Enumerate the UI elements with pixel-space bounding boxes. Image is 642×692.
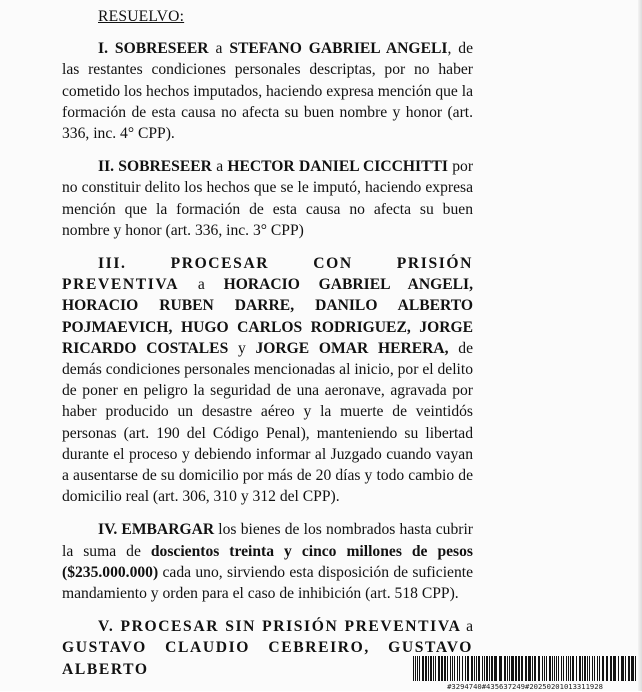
- barcode-bar: [447, 656, 448, 681]
- barcode-bar: [422, 656, 424, 681]
- barcode-bar: [582, 656, 583, 681]
- barcode-image: [412, 656, 638, 681]
- p4-lead: IV. EMBARGAR: [98, 521, 215, 539]
- barcode-bar: [597, 656, 598, 681]
- p3-a: a: [179, 276, 224, 294]
- barcode-bar: [589, 656, 590, 681]
- barcode-bar: [419, 656, 420, 681]
- barcode-bar: [462, 656, 463, 681]
- barcode-bar: [572, 656, 574, 681]
- barcode-bar: [544, 656, 545, 681]
- p2-rest: por no constituir delito los hechos que se le imputó, haciendo expresa mención que la formación de esta causa no afecta su buen nombre y honor (art. 336, inc. 3° CPP): [62, 158, 474, 239]
- barcode-bar: [413, 656, 414, 681]
- barcode-bar: [599, 656, 600, 681]
- barcode-bar: [628, 656, 630, 681]
- barcode-bar: [606, 656, 608, 681]
- barcode-bar: [561, 656, 562, 681]
- barcode-bar: [438, 656, 440, 681]
- barcode-bar: [507, 656, 508, 681]
- barcode-bar: [618, 656, 619, 681]
- barcode-bar: [631, 656, 634, 681]
- barcode-bar: [430, 656, 432, 681]
- barcode-bar: [494, 656, 497, 681]
- barcode-bar: [450, 656, 451, 681]
- barcode-bar: [444, 656, 446, 681]
- barcode-bar: [568, 656, 569, 681]
- barcode-bar: [552, 656, 553, 681]
- barcode-bar: [521, 656, 523, 681]
- barcode-bar: [525, 656, 527, 681]
- barcode-bar: [441, 656, 443, 681]
- barcode-bar: [467, 656, 469, 681]
- document-body: [62, 6, 473, 692]
- p2-lead: II. SOBRESEER: [98, 158, 212, 176]
- barcode-bar: [566, 656, 567, 681]
- barcode-bar: [428, 656, 429, 681]
- barcode-bar: [489, 656, 490, 681]
- p1-a: a: [208, 40, 230, 58]
- barcode-bar: [528, 656, 531, 681]
- barcode-bar: [415, 656, 416, 681]
- barcode-bar: [534, 656, 536, 681]
- p2-a: a: [211, 158, 228, 176]
- barcode-bar: [478, 656, 480, 681]
- barcode-bar: [635, 656, 636, 681]
- barcode-number: #3294740#435637249#20250201013311928: [447, 682, 603, 691]
- barcode-bar: [509, 656, 510, 681]
- p3-y: y: [228, 339, 256, 357]
- barcode-bar: [515, 656, 517, 681]
- barcode-bar: [465, 656, 466, 681]
- barcode-bar: [435, 656, 436, 681]
- barcode-bar: [457, 656, 458, 681]
- barcode-bar: [491, 656, 493, 681]
- p1-name: STEFANO GABRIEL ANGELI: [229, 40, 448, 58]
- barcode-bar: [602, 656, 604, 681]
- p2-name: HECTOR DANIEL CICCHITTI: [227, 158, 448, 176]
- barcode-bar: [542, 656, 543, 681]
- barcode-bar: [532, 656, 533, 681]
- barcode-bar: [613, 656, 616, 681]
- paragraph-2: [62, 156, 473, 241]
- barcode-bar: [563, 656, 564, 681]
- barcode-bar: [433, 656, 434, 681]
- barcode-bar: [504, 656, 506, 681]
- barcode-bar: [554, 656, 555, 681]
- barcode-bar: [511, 656, 514, 681]
- barcode-bar: [621, 656, 624, 681]
- p5-names: GUSTAVO CLAUDIO CEBREIRO, GUSTAVO ALBERTO: [62, 639, 473, 678]
- p4-text: los bienes de los nombrados hasta cubrir la suma de: [62, 521, 473, 560]
- barcode-bar: [452, 656, 453, 681]
- barcode-bar: [594, 656, 595, 681]
- barcode-bars: [412, 656, 638, 681]
- p5-lead: V. PROCESAR SIN PRISIÓN PREVENTIVA: [98, 618, 462, 636]
- barcode-bar: [546, 656, 547, 681]
- barcode-bar: [576, 656, 577, 681]
- barcode-bar: [484, 656, 485, 681]
- p1-lead: I. SOBRESEER: [98, 40, 209, 58]
- barcode-bar: [417, 656, 418, 681]
- barcode-bar: [556, 656, 557, 681]
- p5-a: a: [461, 618, 474, 636]
- page-edge-shadow: [638, 0, 642, 691]
- p3-names-2: JORGE OMAR HERERA,: [255, 339, 449, 357]
- p4-amount: doscientos treinta y cinco millones de pesos ($235.000.000): [62, 542, 473, 581]
- paragraph-4: [62, 519, 473, 604]
- barcode-bar: [549, 656, 551, 681]
- resolution-heading: RESUELVO:: [98, 8, 185, 25]
- barcode-bar: [471, 656, 473, 681]
- barcode-bar: [538, 656, 540, 681]
- paragraph-3: [62, 253, 473, 507]
- barcode-bar: [570, 656, 571, 681]
- p3-rest: de demás condiciones personales mencionadas al inicio, por el delito de poner en peligro la seguridad de una aeronave, agravada por haber producido un desastre aéreo y la muerte de veintidós personas (art. 190 del Código Penal), manteniendo su libertad durante el proceso y debiendo informar al Juzgado cuando vayan a ausentarse de su domicilio por más de 20 días y todo cambio de domicilio real (art. 306, 310 y 312 del CPP).: [62, 339, 473, 506]
- barcode-bar: [625, 656, 626, 681]
- barcode-bar: [518, 656, 520, 681]
- p3-names-1: HORACIO GABRIEL ANGELI, HORACIO RUBEN DARRE, DANILO ALBERTO POJMAEVICH, HUGO CARLOS RODRIGUEZ, JORGE RICARDO COSTALES: [62, 276, 473, 357]
- barcode-bar: [558, 656, 559, 681]
- barcode-bar: [459, 656, 460, 681]
- barcode-bar: [579, 656, 581, 681]
- p4-rest: cada uno, sirviendo esta disposición de suficiente mandamiento y orden para el caso de inhibición (art. 518 CPP).: [62, 563, 473, 603]
- barcode-bar: [486, 656, 488, 681]
- barcode-bar: [425, 656, 427, 681]
- barcode-bar: [482, 656, 483, 681]
- paragraph-1: [62, 38, 473, 144]
- barcode-bar: [476, 656, 477, 681]
- barcode-bar: [474, 656, 475, 681]
- barcode-bar: [592, 656, 593, 681]
- barcode-bar: [499, 656, 502, 681]
- barcode-bar: [610, 656, 612, 681]
- barcode-bar: [454, 656, 455, 681]
- barcode-bar: [587, 656, 588, 681]
- p1-rest: , de las restantes condiciones personales descriptas, por no haber cometido los hechos imputados, haciendo expresa mención que la formación de esta causa no afecta su buen nombre y honor (art. 336, inc. 4° CPP).: [62, 40, 473, 143]
- p3-lead: III. PROCESAR CON PRISIÓN PREVENTIVA: [62, 255, 473, 294]
- barcode-bar: [584, 656, 586, 681]
